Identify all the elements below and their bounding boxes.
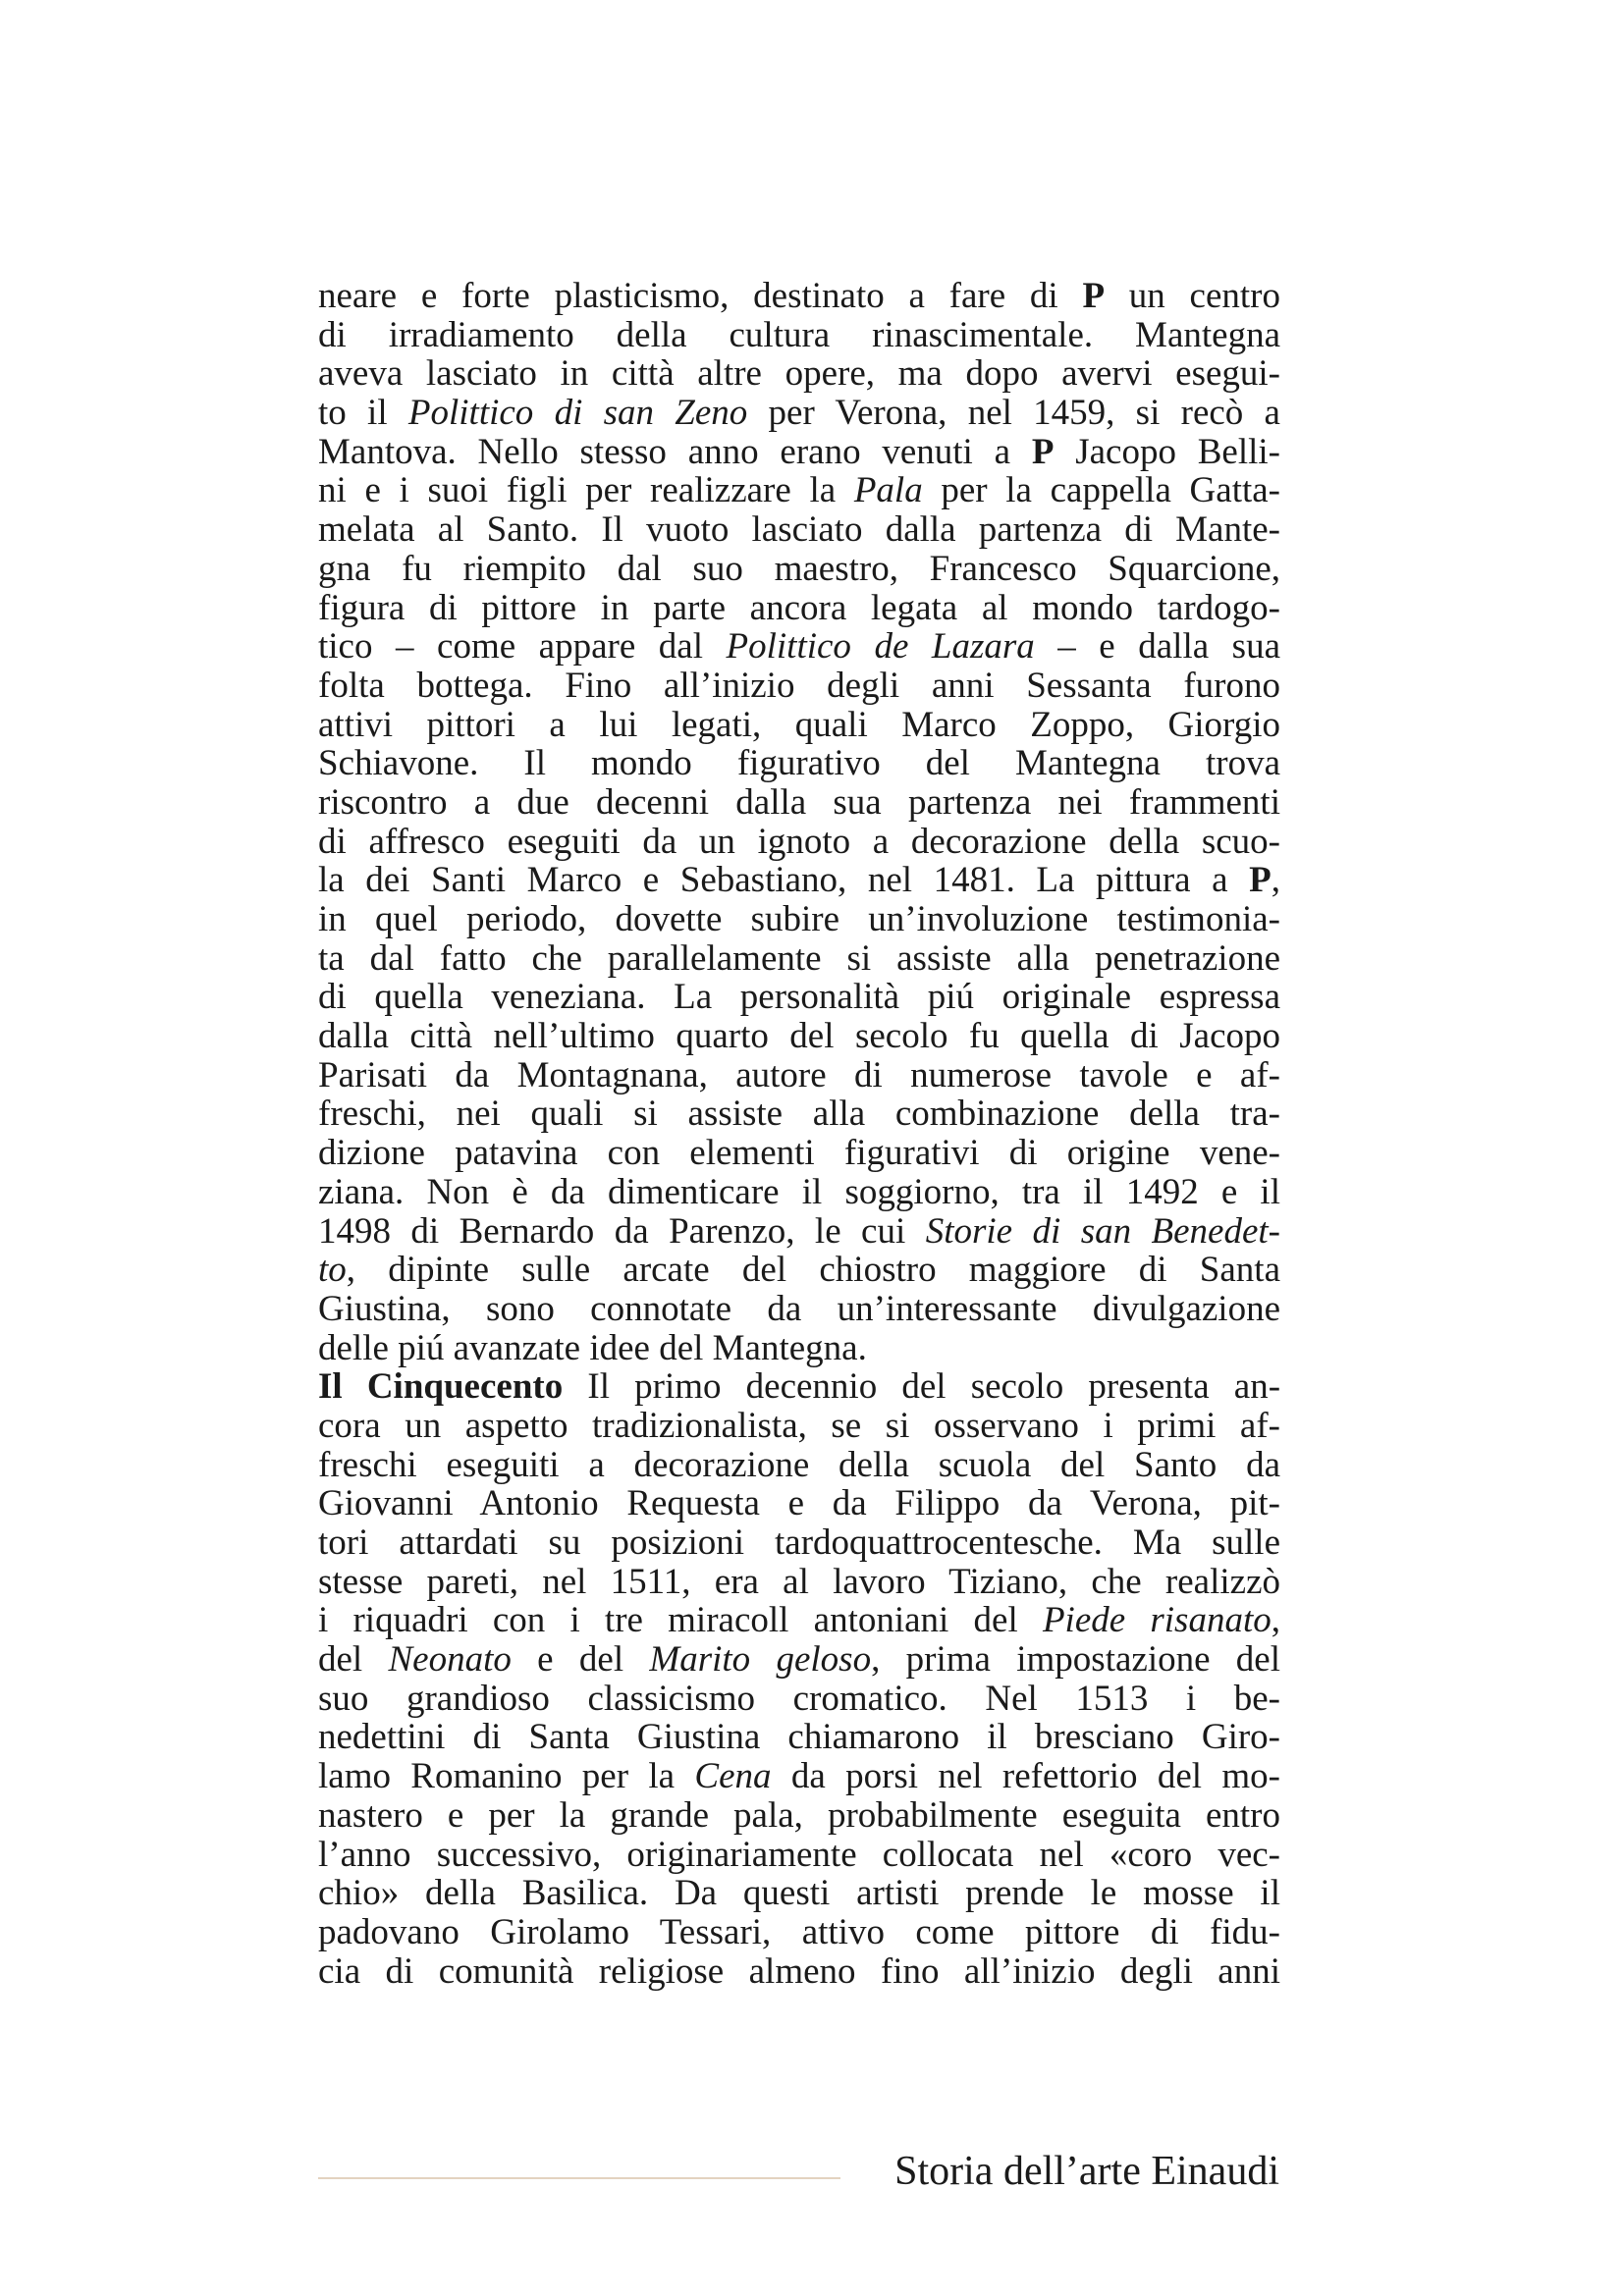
text-segment: riscontro a due decenni dalla sua partenza nei frammenti (318, 781, 1280, 823)
text-segment: in quel periodo, dovette subire un’involuzione testimonia- (318, 899, 1280, 939)
text-line (318, 1446, 1280, 1485)
text-segment: ta dal fatto che parallelamente si assiste alla penetrazione (318, 937, 1280, 979)
text-segment: 1498 di Bernardo da Parenzo, le cui (318, 1210, 926, 1252)
footer-rule (318, 2177, 840, 2179)
text-segment: stesse pareti, nel 1511, era al lavoro Tiziano, che realizzò (318, 1561, 1280, 1602)
text-segment: Mantova. Nello stesso anno erano venuti a (318, 431, 1032, 472)
text-line (318, 510, 1280, 550)
text-line (318, 1329, 1280, 1368)
footer-title: Storia dell’arte Einaudi (894, 2149, 1279, 2194)
text-segment: folta bottega. Fino all’inizio degli anni Sessanta furono (318, 665, 1280, 706)
text-segment: delle piú avanzate idee del Mantegna. (318, 1327, 867, 1368)
italic-text: Storie di san Benedet- (925, 1210, 1280, 1252)
text-line (318, 861, 1280, 900)
text-segment: figura di pittore in parte ancora legata al mondo tardogo- (318, 587, 1280, 628)
text-segment: attivi pittori a lui legati, quali Marco Zoppo, Giorgio (318, 704, 1280, 745)
text-segment: to il (318, 393, 408, 434)
text-line (318, 1796, 1280, 1836)
text-segment: padovano Girolamo Tessari, attivo come pittore di fidu- (318, 1911, 1280, 1952)
italic-text: Polittico de Lazara (726, 626, 1035, 667)
text-line (318, 744, 1280, 783)
text-segment: cora un aspetto tradizionalista, se si osservano i primi af- (318, 1405, 1280, 1446)
text-segment: neare e forte plasticismo, destinato a fare di (318, 276, 1083, 316)
text-line (318, 1874, 1280, 1913)
text-line (318, 1484, 1280, 1523)
text-line (318, 978, 1280, 1017)
text-line (318, 550, 1280, 589)
text-segment: tico – come appare dal (318, 626, 727, 667)
text-line (318, 471, 1280, 510)
text-segment: – e dalla sua (1034, 626, 1280, 667)
text-segment: ziana. Non è da dimenticare il soggiorno, tra il 1492 e il (318, 1171, 1280, 1212)
text-segment: e del (511, 1639, 650, 1681)
text-line (318, 1640, 1280, 1680)
text-line (318, 706, 1280, 745)
text-line (318, 667, 1280, 706)
text-segment: Giovanni Antonio Requesta e da Filippo da Verona, pit- (318, 1483, 1280, 1524)
text-line (318, 900, 1280, 939)
text-line (318, 1134, 1280, 1173)
text-segment: di irradiamento della cultura rinascimentale. Mantegna (318, 314, 1280, 355)
text-line (318, 1563, 1280, 1602)
text-line (318, 1757, 1280, 1796)
text-segment: nedettini di Santa Giustina chiamarono il bresciano Giro- (318, 1717, 1280, 1758)
text-line (318, 1680, 1280, 1719)
bold-text: P (1249, 860, 1271, 901)
text-line (318, 354, 1280, 394)
text-line (318, 277, 1280, 316)
text-segment: lamo Romanino per la (318, 1756, 695, 1797)
text-line (318, 1523, 1280, 1563)
text-segment: freschi, nei quali si assiste alla combinazione della tra- (318, 1094, 1280, 1135)
text-segment: Jacopo Belli- (1054, 431, 1280, 472)
text-segment: per la cappella Gatta- (922, 470, 1280, 511)
text-line (318, 1290, 1280, 1329)
italic-text: Cena (694, 1756, 772, 1797)
text-line (318, 823, 1280, 862)
text-line (318, 1913, 1280, 1952)
text-segment: , (1271, 860, 1280, 901)
text-line (318, 627, 1280, 667)
text-segment: Giustina, sono connotate da un’interessante divulgazione (318, 1288, 1280, 1329)
bold-text: P (1082, 276, 1106, 316)
text-segment: freschi eseguiti a decorazione della scuola del Santo da (318, 1444, 1280, 1485)
text-segment: aveva lasciato in città altre opere, ma dopo avervi esegui- (318, 353, 1280, 395)
text-segment: del (318, 1639, 389, 1681)
text-segment: la dei Santi Marco e Sebastiano, nel 1481. La pittura a (318, 860, 1250, 901)
bold-text: Il Cinquecento (318, 1366, 564, 1408)
italic-text: Piede risanato (1042, 1600, 1271, 1641)
text-segment: per Verona, nel 1459, si recò a (747, 393, 1280, 434)
text-segment: da porsi nel refettorio del mo- (771, 1756, 1281, 1797)
text-line (318, 1367, 1280, 1407)
text-segment: di affresco eseguiti da un ignoto a decorazione della scuo- (318, 821, 1280, 862)
text-segment: l’anno successivo, originariamente collocata nel «coro vec- (318, 1834, 1280, 1875)
text-line (318, 433, 1280, 472)
text-line (318, 1095, 1280, 1134)
bold-text: P (1031, 431, 1055, 472)
italic-text: to (318, 1250, 347, 1291)
text-segment: tori attardati su posizioni tardoquattrocentesche. Ma sulle (318, 1522, 1280, 1563)
text-segment: melata al Santo. Il vuoto lasciato dalla partenza di Mante- (318, 509, 1280, 551)
italic-text: Pala (853, 470, 923, 511)
text-segment: i riquadri con i tre miracoll antoniani del (318, 1600, 1043, 1641)
text-segment: un centro (1105, 276, 1280, 316)
text-segment: di quella veneziana. La personalità piú originale espressa (318, 977, 1280, 1018)
text-segment: ni e i suoi figli per realizzare la (318, 470, 854, 511)
italic-text: Polittico di san Zeno (407, 393, 748, 434)
text-segment: Il primo decennio del secolo presenta an- (563, 1366, 1281, 1408)
text-line (318, 1718, 1280, 1757)
text-segment: Schiavone. Il mondo figurativo del Mantegna trova (318, 743, 1280, 784)
text-segment: cia di comunità religiose almeno fino all’inizio degli anni (318, 1950, 1280, 1992)
text-line (318, 589, 1280, 628)
text-line (318, 1056, 1280, 1095)
text-segment: dalla città nell’ultimo quarto del secolo fu quella di Jacopo (318, 1016, 1280, 1057)
text-segment: nastero e per la grande pala, probabilmente eseguita entro (318, 1794, 1280, 1836)
text-line (318, 1212, 1280, 1252)
text-line (318, 316, 1280, 355)
text-segment: , dipinte sulle arcate del chiostro maggiore di Santa (346, 1250, 1280, 1291)
text-line (318, 1017, 1280, 1056)
italic-text: Marito geloso (649, 1639, 872, 1681)
text-segment: , (1271, 1600, 1280, 1641)
text-line (318, 1952, 1280, 1992)
text-segment: , prima impostazione del (871, 1639, 1281, 1681)
text-line (318, 394, 1280, 433)
text-segment: Parisati da Montagnana, autore di numerose tavole e af- (318, 1054, 1280, 1095)
text-line (318, 1601, 1280, 1640)
text-line (318, 1173, 1280, 1212)
text-line (318, 1836, 1280, 1875)
text-segment: gna fu riempito dal suo maestro, Francesco Squarcione, (318, 548, 1280, 589)
body-text (318, 277, 1280, 1991)
text-segment: dizione patavina con elementi figurativi di origine vene- (318, 1133, 1280, 1174)
italic-text: Neonato (388, 1639, 512, 1681)
text-segment: chio» della Basilica. Da questi artisti prende le mosse il (318, 1873, 1280, 1914)
text-line (318, 1251, 1280, 1290)
text-line (318, 1407, 1280, 1446)
text-segment: suo grandioso classicismo cromatico. Nel 1513 i be- (318, 1678, 1280, 1719)
text-line (318, 939, 1280, 979)
text-line (318, 783, 1280, 823)
